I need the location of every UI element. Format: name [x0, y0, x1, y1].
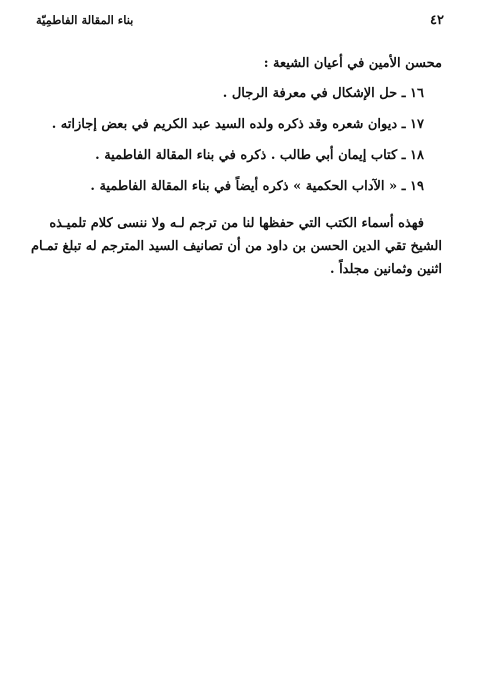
paragraph-line: اثنين وثمانين مجلداً .	[330, 262, 442, 277]
intro-line: محسن الأمين في أعيان الشيعة :	[263, 56, 442, 71]
paragraph-line: الشيخ تقي الدين الحسن بن داود من أن تصانيف السيد المترجم له تبلغ تمـام	[30, 239, 442, 254]
page-header	[36, 13, 444, 35]
list-item: ١٧ ـ ديوان شعره وقد ذكره ولده السيد عبد الكريم في بعض إجازاته .	[51, 117, 424, 132]
page-body	[30, 52, 442, 281]
list-item: ١٩ ـ « الآداب الحكمية » ذكره أيضاً في بناء المقالة الفاطمية .	[90, 179, 424, 194]
running-title: بناء المقالة الفاطمِيّة	[36, 13, 134, 27]
list-item: ١٨ ـ كتاب إيمان أبي طالب . ذكره في بناء المقالة الفاطمية .	[95, 148, 424, 163]
page-number: ٤٢	[430, 13, 444, 28]
paragraph-line: فهذه أسماء الكتب التي حفظها لنا من ترجم لـه ولا ننسى كلام تلميـذه	[49, 216, 424, 231]
list-item: ١٦ ـ حل الإشكال في معرفة الرجال .	[222, 86, 424, 101]
